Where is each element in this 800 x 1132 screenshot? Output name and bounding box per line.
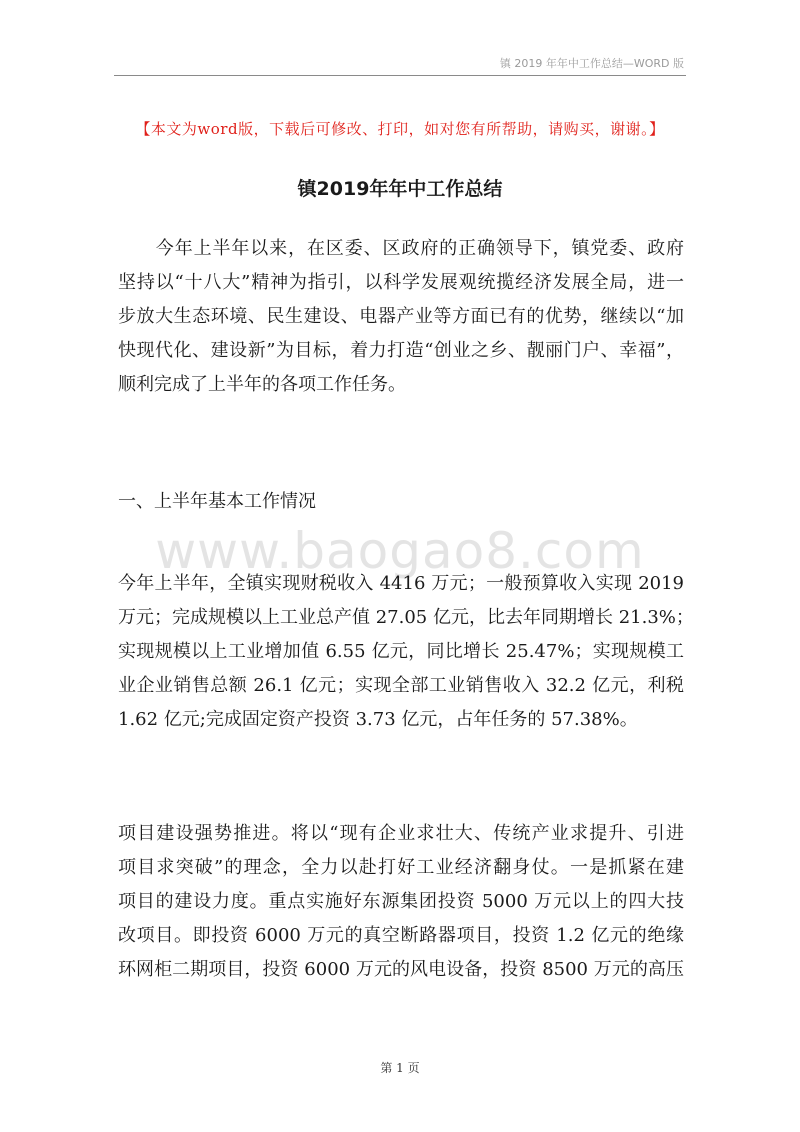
paragraph-line: 环网柜二期项目，投资 6000 万元的风电设备，投资 8500 万元的高压 xyxy=(118,959,684,980)
paragraph-line: 项目求突破”的理念，全力以赴打好工业经济翻身仗。一是抓紧在建 xyxy=(118,857,684,878)
paragraph-line: 今年上半年以来，在区委、区政府的正确领导下，镇党委、政府 xyxy=(118,238,684,259)
paragraph-line: 1.62 亿元;完成固定资产投资 3.73 亿元，占年任务的 57.38%。 xyxy=(118,709,638,730)
intro-paragraph xyxy=(118,232,684,402)
section-heading xyxy=(118,485,684,519)
paragraph-line: 顺利完成了上半年的各项工作任务。 xyxy=(118,374,406,395)
watermark: www.baogao8.com xyxy=(155,522,645,580)
page-number: 第 1 页 xyxy=(380,1061,420,1075)
paragraph-line: 实现规模以上工业增加值 6.55 亿元，同比增长 25.47%；实现规模工 xyxy=(118,641,684,662)
purchase-notice: 【本文为word版，下载后可修改、打印，如对您有所帮助，请购买，谢谢。】 xyxy=(135,120,665,138)
paragraph-line: 今年上半年，全镇实现财税收入 4416 万元；一般预算收入实现 2019 xyxy=(118,573,684,594)
paragraph-line: 快现代化、建设新”为目标，着力打造“创业之乡、靓丽门户、幸福”， xyxy=(118,340,684,361)
running-header: 镇 2019 年年中工作总结—WORD 版 xyxy=(499,57,684,70)
paragraph-line: 坚持以“十八大”精神为指引，以科学发展观统揽经济发展全局，进一 xyxy=(118,272,684,293)
paragraph-line: 改项目。即投资 6000 万元的真空断路器项目，投资 1.2 亿元的绝缘 xyxy=(118,925,684,946)
header-divider xyxy=(114,75,686,76)
paragraph-line: 项目的建设力度。重点实施好东源集团投资 5000 万元以上的四大技 xyxy=(118,891,684,912)
paragraph-line: 步放大生态环境、民生建设、电器产业等方面已有的优势，继续以“加 xyxy=(118,306,684,327)
paragraph-line: 业企业销售总额 26.1 亿元；实现全部工业销售收入 32.2 亿元，利税 xyxy=(118,675,684,696)
statistics-paragraph xyxy=(118,567,694,737)
paragraph-line: 万元；完成规模以上工业总产值 27.05 亿元，比去年同期增长 21.3%； xyxy=(118,607,694,628)
document-title: 镇2019年年中工作总结 xyxy=(297,178,503,200)
projects-paragraph xyxy=(118,817,684,987)
paragraph-line: 项目建设强势推进。将以“现有企业求壮大、传统产业求提升、引进 xyxy=(118,823,684,844)
section-heading-text: 一、上半年基本工作情况 xyxy=(118,491,316,512)
